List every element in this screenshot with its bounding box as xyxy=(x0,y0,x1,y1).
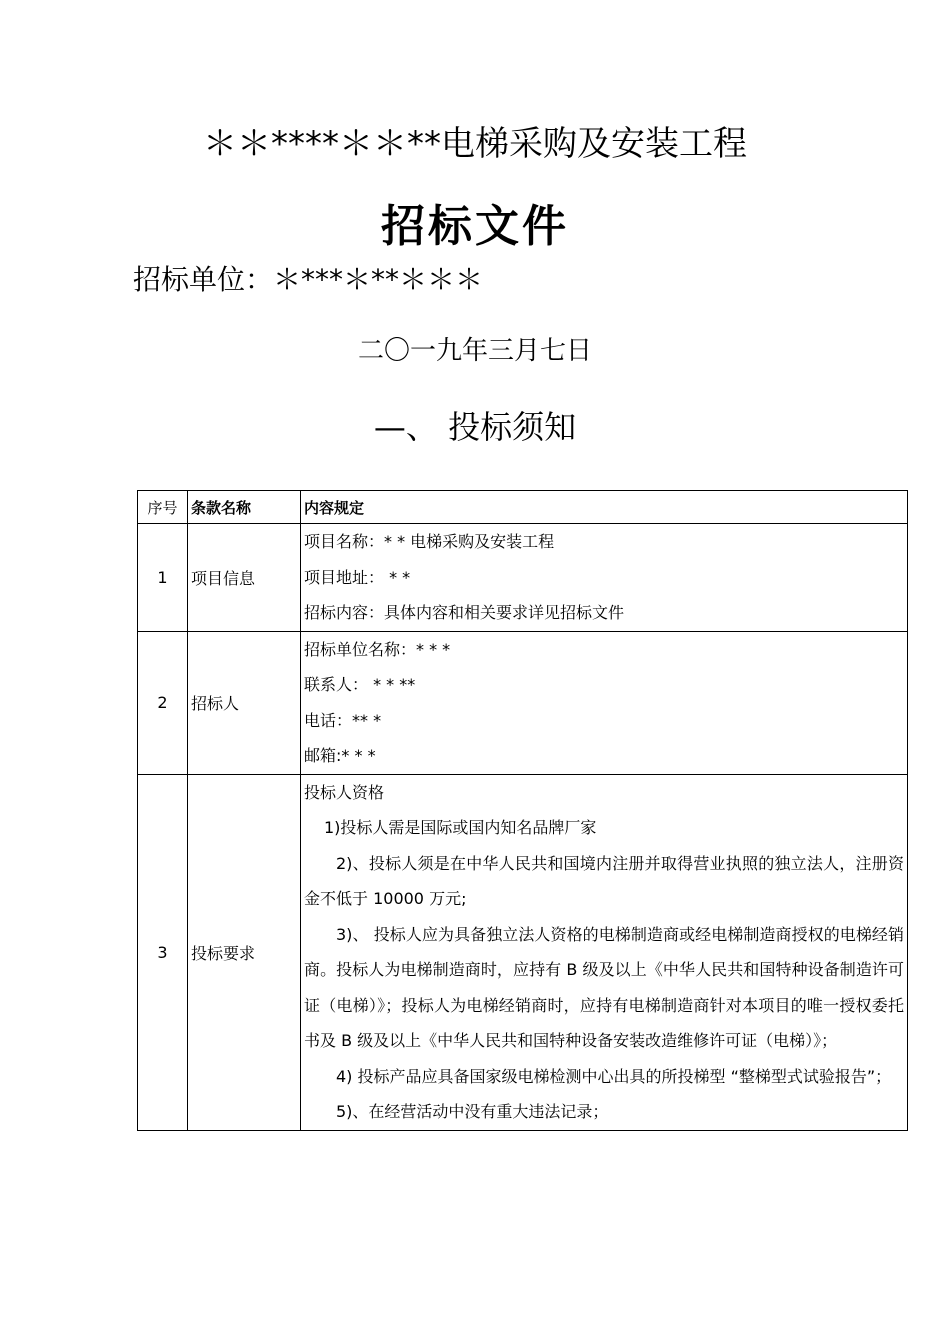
clause-content xyxy=(301,774,908,1130)
table-row xyxy=(138,524,908,632)
header-content: 内容规定 xyxy=(301,491,908,524)
row-number: 2 xyxy=(138,631,188,774)
content-line: 邮箱:* * * xyxy=(304,746,376,765)
header-no: 序号 xyxy=(138,491,188,524)
content-paragraph: 3)、 投标人应为具备独立法人资格的电梯制造商或经电梯制造商授权的电梯经销商。投标人为电梯制造商时，应持有 B 级及以上《中华人民共和国特种设备制造许可证（电梯）》；投标人为电梯经销商时，应持有电梯制造商针对本项目的唯一授权委托书及 B 级及以上《中华人民共和国特种设备安装改造维修许可证（电梯）》； xyxy=(304,924,904,1050)
content-line: 联系人： * * ** xyxy=(304,675,416,694)
row-number: 1 xyxy=(138,524,188,632)
content-line: 项目名称：* * 电梯采购及安装工程 xyxy=(304,532,555,551)
table-header-row xyxy=(138,491,908,524)
content-line: 招标单位名称：* * * xyxy=(304,639,451,659)
tenderer-line: 招标单位：＊***＊**＊＊＊ xyxy=(133,263,484,296)
clause-content xyxy=(301,524,908,632)
header-clause-name: 条款名称 xyxy=(188,491,301,524)
content-line: 电话：** * xyxy=(304,710,382,730)
content-line: 招标内容：具体内容和相关要求详见招标文件 xyxy=(304,603,625,622)
content-paragraph: 4) 投标产品应具备国家级电梯检测中心出具的所投梯型 “整梯型式试验报告”； xyxy=(336,1066,892,1086)
issue-date: 二〇一九年三月七日 xyxy=(357,336,592,366)
section-title: —、 投标须知 xyxy=(373,408,577,446)
content-line: 投标人资格 xyxy=(304,782,385,802)
content-paragraph: 2)、投标人须是在中华人民共和国境内注册并取得营业执照的独立法人，注册资金不低于 10000 万元; xyxy=(304,853,904,908)
clause-content xyxy=(301,631,908,774)
table-row xyxy=(138,631,908,774)
clause-name: 项目信息 xyxy=(188,524,301,632)
clause-name: 招标人 xyxy=(188,631,301,774)
content-line: 项目地址： * * xyxy=(304,567,411,587)
row-number: 3 xyxy=(138,774,188,1130)
document-title: 招标文件 xyxy=(381,201,569,252)
clause-name: 投标要求 xyxy=(188,774,301,1130)
content-line: 1)投标人需是国际或国内知名品牌厂家 xyxy=(324,818,597,837)
table-row xyxy=(138,774,908,1130)
project-title: ＊＊****＊＊**电梯采购及安装工程 xyxy=(203,124,747,164)
bidding-notice-table xyxy=(137,490,908,1131)
content-paragraph: 5)、在经营活动中没有重大违法记录； xyxy=(336,1102,609,1121)
